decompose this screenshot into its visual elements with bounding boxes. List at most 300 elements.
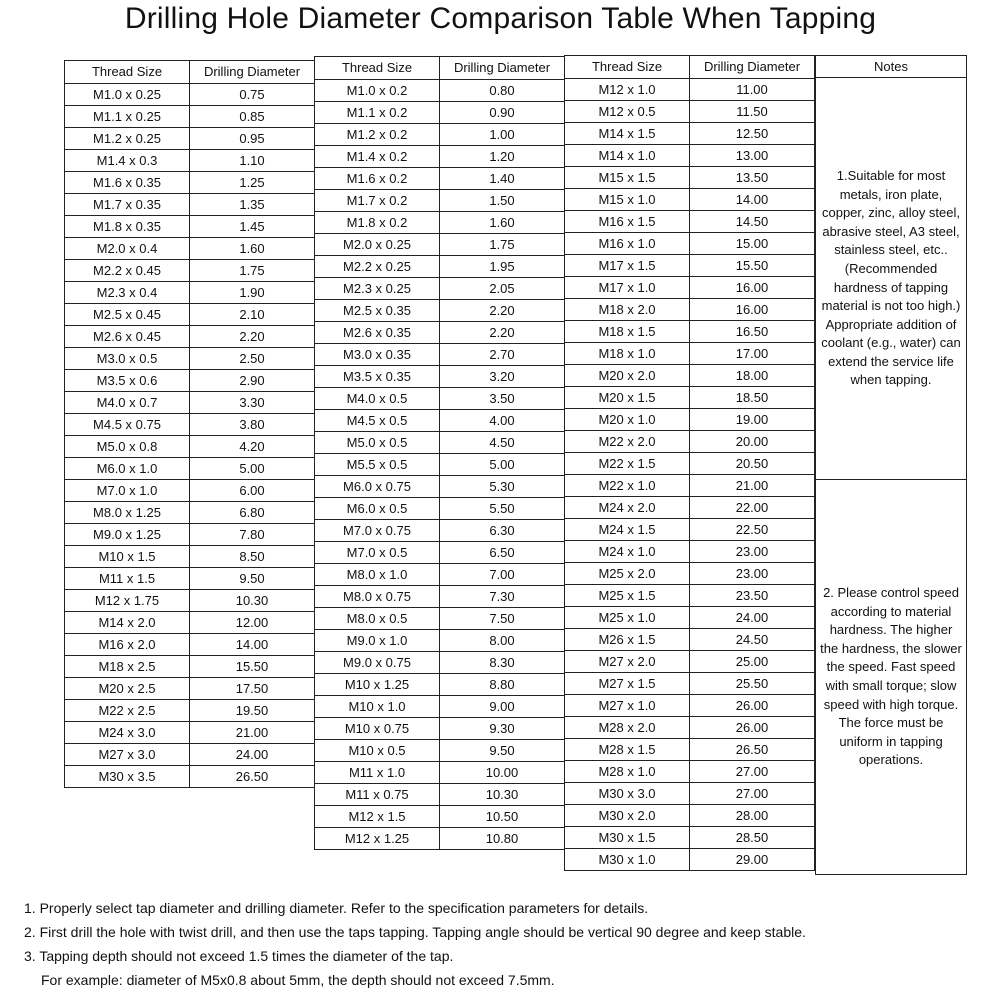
thread-size-cell: M7.0 x 0.5 [315, 542, 440, 564]
thread-size-cell: M8.0 x 0.75 [315, 586, 440, 608]
thread-size-cell: M28 x 1.5 [565, 739, 690, 761]
thread-size-cell: M7.0 x 0.75 [315, 520, 440, 542]
drilling-diameter-cell: 1.90 [190, 282, 315, 304]
drilling-diameter-cell: 23.50 [690, 585, 815, 607]
table-row [315, 520, 565, 542]
table-row [565, 717, 815, 739]
table-row [65, 128, 315, 150]
drilling-diameter-cell: 25.50 [690, 673, 815, 695]
thread-size-cell: M12 x 1.25 [315, 828, 440, 850]
table-row [315, 344, 565, 366]
table-row [565, 145, 815, 167]
note-2-text: 2. Please control speed according to material hardness. The higher the hardness, the slower the speed. Fast speed with small torque; slow speed with high torque. The force must be uniform in tapping operations. [820, 585, 962, 768]
thread-size-cell: M11 x 1.0 [315, 762, 440, 784]
thread-size-cell: M14 x 1.5 [565, 123, 690, 145]
drilling-diameter-cell: 2.10 [190, 304, 315, 326]
drilling-diameter-cell: 19.00 [690, 409, 815, 431]
table-row [65, 260, 315, 282]
table-row [565, 563, 815, 585]
table-row [65, 480, 315, 502]
table-row [65, 524, 315, 546]
thread-size-cell: M3.0 x 0.35 [315, 344, 440, 366]
drilling-diameter-cell: 0.75 [190, 84, 315, 106]
thread-size-cell: M24 x 3.0 [65, 722, 190, 744]
table-row [315, 696, 565, 718]
table-row [65, 238, 315, 260]
thread-size-cell: M18 x 2.5 [65, 656, 190, 678]
table-row [315, 190, 565, 212]
thread-size-cell: M3.5 x 0.6 [65, 370, 190, 392]
drilling-diameter-header: Drilling Diameter [690, 56, 815, 79]
table-row [65, 194, 315, 216]
thread-size-cell: M25 x 2.0 [565, 563, 690, 585]
note-1 [815, 77, 967, 480]
drilling-diameter-cell: 14.00 [690, 189, 815, 211]
drilling-diameter-cell: 8.80 [440, 674, 565, 696]
table-row [315, 146, 565, 168]
thread-size-cell: M20 x 2.0 [565, 365, 690, 387]
thread-size-cell: M12 x 1.75 [65, 590, 190, 612]
table-row [65, 348, 315, 370]
thread-size-cell: M6.0 x 0.5 [315, 498, 440, 520]
table-row [565, 343, 815, 365]
thread-size-cell: M1.4 x 0.3 [65, 150, 190, 172]
table-row [65, 326, 315, 348]
drilling-diameter-cell: 1.45 [190, 216, 315, 238]
thread-size-cell: M27 x 1.5 [565, 673, 690, 695]
table-block-2 [314, 56, 565, 850]
thread-size-cell: M1.6 x 0.2 [315, 168, 440, 190]
table-row [65, 106, 315, 128]
table-row [565, 79, 815, 101]
thread-size-cell: M28 x 1.0 [565, 761, 690, 783]
header-row [65, 61, 315, 84]
drilling-diameter-cell: 3.20 [440, 366, 565, 388]
drilling-diameter-cell: 10.00 [440, 762, 565, 784]
table-row [65, 392, 315, 414]
drilling-diameter-cell: 12.50 [690, 123, 815, 145]
drilling-diameter-cell: 16.00 [690, 277, 815, 299]
drilling-diameter-cell: 17.50 [190, 678, 315, 700]
drilling-diameter-header: Drilling Diameter [190, 61, 315, 84]
drilling-diameter-cell: 10.30 [440, 784, 565, 806]
thread-size-cell: M9.0 x 1.25 [65, 524, 190, 546]
table-row [65, 656, 315, 678]
table-row [315, 542, 565, 564]
drilling-diameter-cell: 4.50 [440, 432, 565, 454]
table-row [315, 278, 565, 300]
table-row [315, 256, 565, 278]
table-row [315, 784, 565, 806]
thread-size-cell: M8.0 x 0.5 [315, 608, 440, 630]
drilling-diameter-cell: 7.30 [440, 586, 565, 608]
thread-size-cell: M16 x 1.0 [565, 233, 690, 255]
table-row [565, 673, 815, 695]
thread-size-cell: M1.0 x 0.2 [315, 80, 440, 102]
table-block-3 [564, 55, 815, 871]
table-row [315, 586, 565, 608]
table-row [65, 458, 315, 480]
thread-size-cell: M24 x 2.0 [565, 497, 690, 519]
table-row [315, 454, 565, 476]
table-row [315, 630, 565, 652]
drilling-diameter-cell: 0.85 [190, 106, 315, 128]
table-row [315, 322, 565, 344]
drilling-diameter-cell: 7.80 [190, 524, 315, 546]
thread-size-cell: M5.0 x 0.5 [315, 432, 440, 454]
thread-size-cell: M10 x 1.0 [315, 696, 440, 718]
table-row [565, 409, 815, 431]
table-row [315, 102, 565, 124]
table-row [315, 410, 565, 432]
drilling-diameter-cell: 6.30 [440, 520, 565, 542]
drilling-diameter-cell: 2.20 [190, 326, 315, 348]
thread-size-cell: M2.3 x 0.4 [65, 282, 190, 304]
table-row [315, 608, 565, 630]
drilling-diameter-cell: 1.60 [190, 238, 315, 260]
drilling-diameter-cell: 13.50 [690, 167, 815, 189]
thread-size-cell: M30 x 1.5 [565, 827, 690, 849]
thread-size-cell: M2.6 x 0.35 [315, 322, 440, 344]
footnote-3: 3. Tapping depth should not exceed 1.5 times the diameter of the tap. [24, 948, 454, 964]
table-row [565, 849, 815, 871]
drilling-diameter-cell: 29.00 [690, 849, 815, 871]
drilling-diameter-cell: 15.00 [690, 233, 815, 255]
drilling-diameter-cell: 11.50 [690, 101, 815, 123]
table-row [315, 740, 565, 762]
drilling-diameter-cell: 1.10 [190, 150, 315, 172]
table-row [315, 80, 565, 102]
table-row [65, 722, 315, 744]
drilling-diameter-cell: 0.95 [190, 128, 315, 150]
thread-size-cell: M1.1 x 0.25 [65, 106, 190, 128]
table-row [565, 211, 815, 233]
drilling-diameter-cell: 18.50 [690, 387, 815, 409]
table-row [315, 652, 565, 674]
table-row [65, 84, 315, 106]
table-row [565, 651, 815, 673]
drilling-diameter-cell: 15.50 [190, 656, 315, 678]
thread-size-cell: M3.5 x 0.35 [315, 366, 440, 388]
table-row [565, 783, 815, 805]
table-row [65, 568, 315, 590]
drilling-diameter-cell: 2.50 [190, 348, 315, 370]
notes-column [815, 55, 967, 875]
table-row [565, 189, 815, 211]
table-row [65, 744, 315, 766]
thread-size-cell: M1.7 x 0.2 [315, 190, 440, 212]
table-row [65, 216, 315, 238]
footnote-2: 2. First drill the hole with twist drill, and then use the taps tapping. Tapping angle should be vertical 90 degree and keep stable. [24, 924, 806, 940]
table-row [65, 678, 315, 700]
drilling-diameter-cell: 6.50 [440, 542, 565, 564]
thread-size-cell: M22 x 2.0 [565, 431, 690, 453]
table-row [565, 629, 815, 651]
table-row [565, 541, 815, 563]
thread-size-cell: M12 x 1.5 [315, 806, 440, 828]
notes-header: Notes [815, 55, 967, 77]
drilling-diameter-cell: 23.00 [690, 563, 815, 585]
header-row [315, 57, 565, 80]
table-row [565, 805, 815, 827]
thread-size-cell: M2.0 x 0.4 [65, 238, 190, 260]
thread-size-cell: M11 x 1.5 [65, 568, 190, 590]
drilling-diameter-cell: 12.00 [190, 612, 315, 634]
table-row [315, 212, 565, 234]
drilling-diameter-cell: 27.00 [690, 761, 815, 783]
table-row [65, 172, 315, 194]
thread-size-cell: M18 x 1.5 [565, 321, 690, 343]
drilling-diameter-cell: 19.50 [190, 700, 315, 722]
thread-size-header: Thread Size [565, 56, 690, 79]
drilling-diameter-cell: 10.50 [440, 806, 565, 828]
drilling-diameter-cell: 3.80 [190, 414, 315, 436]
table-row [65, 502, 315, 524]
thread-size-header: Thread Size [65, 61, 190, 84]
table-row [315, 674, 565, 696]
table-row [65, 304, 315, 326]
drilling-diameter-cell: 1.35 [190, 194, 315, 216]
table-row [315, 806, 565, 828]
drilling-diameter-cell: 23.00 [690, 541, 815, 563]
thread-size-cell: M2.6 x 0.45 [65, 326, 190, 348]
drilling-diameter-cell: 7.50 [440, 608, 565, 630]
table-row [315, 234, 565, 256]
drilling-diameter-cell: 25.00 [690, 651, 815, 673]
thread-size-cell: M2.5 x 0.45 [65, 304, 190, 326]
note-2 [815, 480, 967, 875]
drilling-diameter-cell: 24.00 [690, 607, 815, 629]
thread-size-cell: M1.4 x 0.2 [315, 146, 440, 168]
table-row [315, 762, 565, 784]
thread-size-cell: M9.0 x 0.75 [315, 652, 440, 674]
table-row [565, 233, 815, 255]
table-row [315, 388, 565, 410]
thread-size-cell: M3.0 x 0.5 [65, 348, 190, 370]
table-row [65, 634, 315, 656]
thread-size-cell: M16 x 2.0 [65, 634, 190, 656]
table-row [565, 453, 815, 475]
drilling-diameter-cell: 8.50 [190, 546, 315, 568]
drilling-diameter-cell: 4.00 [440, 410, 565, 432]
table-row [315, 828, 565, 850]
drilling-diameter-cell: 26.00 [690, 717, 815, 739]
thread-size-cell: M1.2 x 0.2 [315, 124, 440, 146]
drilling-diameter-cell: 7.00 [440, 564, 565, 586]
thread-size-cell: M2.0 x 0.25 [315, 234, 440, 256]
thread-size-cell: M30 x 3.5 [65, 766, 190, 788]
thread-size-cell: M15 x 1.0 [565, 189, 690, 211]
table-row [65, 150, 315, 172]
drilling-diameter-cell: 3.50 [440, 388, 565, 410]
table-row [565, 585, 815, 607]
drilling-diameter-cell: 15.50 [690, 255, 815, 277]
thread-size-cell: M12 x 1.0 [565, 79, 690, 101]
thread-size-cell: M24 x 1.5 [565, 519, 690, 541]
table-row [315, 168, 565, 190]
drilling-diameter-cell: 4.20 [190, 436, 315, 458]
drilling-diameter-cell: 21.00 [690, 475, 815, 497]
thread-size-cell: M27 x 2.0 [565, 651, 690, 673]
drilling-diameter-cell: 1.50 [440, 190, 565, 212]
drilling-diameter-cell: 14.50 [690, 211, 815, 233]
table-row [565, 519, 815, 541]
drilling-diameter-cell: 2.20 [440, 322, 565, 344]
drilling-diameter-cell: 13.00 [690, 145, 815, 167]
table-row [565, 365, 815, 387]
thread-size-cell: M4.5 x 0.75 [65, 414, 190, 436]
thread-size-cell: M6.0 x 0.75 [315, 476, 440, 498]
footnote-1: 1. Properly select tap diameter and drilling diameter. Refer to the specification parameters for details. [24, 900, 649, 916]
drilling-diameter-cell: 1.20 [440, 146, 565, 168]
table-row [565, 277, 815, 299]
thread-size-cell: M10 x 0.75 [315, 718, 440, 740]
drilling-diameter-cell: 5.30 [440, 476, 565, 498]
drilling-diameter-cell: 5.00 [190, 458, 315, 480]
thread-size-cell: M6.0 x 1.0 [65, 458, 190, 480]
table-row [315, 718, 565, 740]
thread-size-cell: M4.0 x 0.5 [315, 388, 440, 410]
table-row [315, 124, 565, 146]
table-row [65, 700, 315, 722]
table-row [565, 431, 815, 453]
thread-size-cell: M1.7 x 0.35 [65, 194, 190, 216]
thread-size-cell: M25 x 1.5 [565, 585, 690, 607]
table-row [565, 497, 815, 519]
drilling-diameter-cell: 6.00 [190, 480, 315, 502]
drilling-diameter-cell: 0.80 [440, 80, 565, 102]
thread-size-cell: M1.6 x 0.35 [65, 172, 190, 194]
drilling-diameter-cell: 27.00 [690, 783, 815, 805]
thread-size-cell: M15 x 1.5 [565, 167, 690, 189]
footnote-example: For example: diameter of M5x0.8 about 5mm, the depth should not exceed 7.5mm. [41, 972, 555, 988]
drilling-diameter-cell: 3.30 [190, 392, 315, 414]
drilling-diameter-cell: 5.50 [440, 498, 565, 520]
thread-size-cell: M10 x 1.5 [65, 546, 190, 568]
thread-size-cell: M26 x 1.5 [565, 629, 690, 651]
thread-size-cell: M1.8 x 0.2 [315, 212, 440, 234]
thread-size-cell: M20 x 1.0 [565, 409, 690, 431]
thread-size-cell: M12 x 0.5 [565, 101, 690, 123]
drilling-diameter-cell: 1.75 [440, 234, 565, 256]
thread-size-cell: M17 x 1.0 [565, 277, 690, 299]
table-row [65, 766, 315, 788]
thread-size-cell: M25 x 1.0 [565, 607, 690, 629]
thread-size-cell: M11 x 0.75 [315, 784, 440, 806]
table-row [315, 498, 565, 520]
thread-size-cell: M4.0 x 0.7 [65, 392, 190, 414]
drilling-diameter-cell: 2.70 [440, 344, 565, 366]
table-row [565, 299, 815, 321]
table-row [565, 321, 815, 343]
table-row [565, 827, 815, 849]
drilling-diameter-cell: 24.00 [190, 744, 315, 766]
table-row [65, 436, 315, 458]
thread-size-cell: M1.8 x 0.35 [65, 216, 190, 238]
drilling-diameter-cell: 0.90 [440, 102, 565, 124]
drilling-diameter-cell: 14.00 [190, 634, 315, 656]
drilling-diameter-header: Drilling Diameter [440, 57, 565, 80]
drilling-diameter-cell: 21.00 [190, 722, 315, 744]
table-row [65, 612, 315, 634]
thread-size-cell: M30 x 1.0 [565, 849, 690, 871]
thread-size-cell: M8.0 x 1.25 [65, 502, 190, 524]
drilling-diameter-cell: 2.90 [190, 370, 315, 392]
table-row [65, 590, 315, 612]
footnotes [24, 896, 984, 992]
thread-size-cell: M20 x 2.5 [65, 678, 190, 700]
drilling-diameter-cell: 2.20 [440, 300, 565, 322]
thread-size-cell: M22 x 2.5 [65, 700, 190, 722]
thread-size-cell: M4.5 x 0.5 [315, 410, 440, 432]
drilling-diameter-cell: 9.30 [440, 718, 565, 740]
thread-size-cell: M20 x 1.5 [565, 387, 690, 409]
thread-size-cell: M30 x 2.0 [565, 805, 690, 827]
thread-size-cell: M14 x 2.0 [65, 612, 190, 634]
table-row [565, 761, 815, 783]
table-row [65, 546, 315, 568]
thread-size-cell: M1.0 x 0.25 [65, 84, 190, 106]
thread-size-cell: M22 x 1.0 [565, 475, 690, 497]
drilling-diameter-cell: 28.50 [690, 827, 815, 849]
thread-size-cell: M10 x 1.25 [315, 674, 440, 696]
table-row [565, 739, 815, 761]
drilling-diameter-cell: 22.50 [690, 519, 815, 541]
drilling-diameter-cell: 10.80 [440, 828, 565, 850]
thread-size-cell: M10 x 0.5 [315, 740, 440, 762]
drilling-diameter-cell: 1.75 [190, 260, 315, 282]
thread-size-cell: M22 x 1.5 [565, 453, 690, 475]
drilling-diameter-cell: 24.50 [690, 629, 815, 651]
thread-size-cell: M8.0 x 1.0 [315, 564, 440, 586]
table-row [315, 476, 565, 498]
drilling-diameter-cell: 5.00 [440, 454, 565, 476]
drilling-diameter-cell: 1.00 [440, 124, 565, 146]
drilling-diameter-cell: 22.00 [690, 497, 815, 519]
table-row [565, 123, 815, 145]
drilling-diameter-cell: 1.60 [440, 212, 565, 234]
drilling-diameter-cell: 26.50 [190, 766, 315, 788]
thread-size-cell: M1.2 x 0.25 [65, 128, 190, 150]
drilling-diameter-cell: 8.00 [440, 630, 565, 652]
table-row [315, 300, 565, 322]
drilling-diameter-cell: 8.30 [440, 652, 565, 674]
thread-size-cell: M30 x 3.0 [565, 783, 690, 805]
drilling-diameter-cell: 10.30 [190, 590, 315, 612]
drilling-diameter-cell: 18.00 [690, 365, 815, 387]
thread-size-cell: M7.0 x 1.0 [65, 480, 190, 502]
header-row [565, 56, 815, 79]
table-row [565, 475, 815, 497]
drilling-diameter-cell: 6.80 [190, 502, 315, 524]
table-row [65, 414, 315, 436]
table-row [565, 387, 815, 409]
thread-size-cell: M2.5 x 0.35 [315, 300, 440, 322]
table-row [315, 564, 565, 586]
thread-size-cell: M1.1 x 0.2 [315, 102, 440, 124]
table-row [565, 101, 815, 123]
page-title: Drilling Hole Diameter Comparison Table When Tapping [124, 2, 877, 35]
drilling-diameter-cell: 16.00 [690, 299, 815, 321]
table-block-1 [64, 60, 315, 788]
table-row [315, 432, 565, 454]
drilling-diameter-cell: 1.25 [190, 172, 315, 194]
drilling-diameter-cell: 17.00 [690, 343, 815, 365]
table-row [565, 607, 815, 629]
thread-size-cell: M18 x 1.0 [565, 343, 690, 365]
thread-size-cell: M18 x 2.0 [565, 299, 690, 321]
drilling-diameter-cell: 9.00 [440, 696, 565, 718]
